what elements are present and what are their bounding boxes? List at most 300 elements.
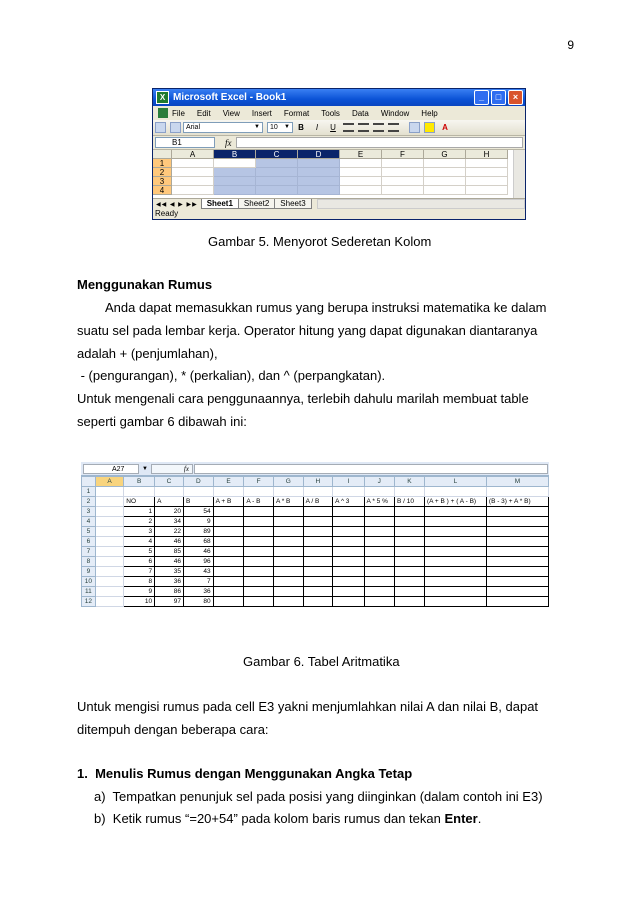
open-icon[interactable] (155, 122, 166, 133)
cell[interactable] (333, 517, 364, 527)
font-name-select[interactable] (183, 122, 263, 133)
table-row (82, 527, 549, 537)
menu-edit[interactable]: Edit (196, 108, 211, 118)
cell[interactable] (213, 577, 244, 587)
column-header[interactable]: B (124, 477, 155, 487)
row-header[interactable]: 4 (153, 186, 172, 195)
fx-icon[interactable]: fx (225, 137, 232, 148)
cell[interactable] (364, 537, 394, 547)
cell[interactable] (273, 507, 303, 517)
table-row (82, 487, 549, 497)
row-header[interactable]: 12 (82, 597, 96, 607)
cell[interactable] (486, 487, 548, 497)
column-header[interactable]: J (364, 477, 394, 487)
row-header[interactable]: 10 (82, 577, 96, 587)
cell[interactable] (214, 186, 256, 195)
cell[interactable] (244, 527, 274, 537)
grid-row (153, 177, 525, 186)
cell[interactable] (340, 186, 382, 195)
cell[interactable] (244, 487, 274, 497)
cell[interactable] (155, 487, 184, 497)
cell[interactable] (424, 507, 486, 517)
cell[interactable] (382, 177, 424, 186)
window-title: Microsoft Excel - Book1 (173, 92, 287, 103)
sheet-tab-bar (153, 198, 525, 209)
cell[interactable] (486, 507, 548, 517)
column-header[interactable]: H (303, 477, 333, 487)
page-number: 9 (567, 38, 574, 52)
cell[interactable] (395, 527, 425, 537)
column-header-g[interactable]: G (424, 150, 466, 159)
cell[interactable] (303, 487, 333, 497)
cell[interactable] (273, 527, 303, 537)
row-header[interactable]: 8 (82, 557, 96, 567)
cell[interactable] (382, 159, 424, 168)
cell[interactable] (340, 168, 382, 177)
cell[interactable] (95, 517, 123, 527)
cell[interactable]: 36 (155, 577, 184, 587)
cell[interactable] (298, 177, 340, 186)
formatting-toolbar (153, 120, 525, 136)
font-size-select[interactable] (267, 122, 293, 133)
cell[interactable]: A / B (303, 497, 333, 507)
cell[interactable] (244, 517, 274, 527)
name-box[interactable]: B1 (155, 137, 215, 148)
merge-center-icon[interactable] (388, 123, 399, 132)
cell[interactable] (340, 177, 382, 186)
cell[interactable] (333, 507, 364, 517)
cell[interactable] (333, 597, 364, 607)
cell[interactable] (273, 557, 303, 567)
cell[interactable] (424, 537, 486, 547)
cell[interactable] (95, 547, 123, 557)
row-header[interactable]: 5 (82, 527, 96, 537)
cell[interactable] (364, 487, 394, 497)
cell[interactable] (424, 547, 486, 557)
horizontal-scrollbar[interactable] (317, 199, 525, 209)
cell[interactable] (213, 547, 244, 557)
menu-window[interactable]: Window (380, 108, 410, 118)
cell[interactable] (213, 567, 244, 577)
cell[interactable] (333, 557, 364, 567)
table-row (82, 517, 549, 527)
cell[interactable] (466, 159, 508, 168)
cell[interactable]: 9 (183, 517, 213, 527)
column-header-a[interactable]: A (172, 150, 214, 159)
cell[interactable] (303, 527, 333, 537)
cell[interactable] (364, 507, 394, 517)
cell[interactable] (244, 567, 274, 577)
cell[interactable] (333, 587, 364, 597)
cell[interactable]: 36 (183, 587, 213, 597)
cell[interactable]: (B - 3) + A * B) (486, 497, 548, 507)
cell[interactable] (395, 567, 425, 577)
cell[interactable] (244, 547, 274, 557)
cell[interactable] (395, 577, 425, 587)
cell[interactable]: 10 (124, 597, 155, 607)
menu-insert[interactable]: Insert (251, 108, 272, 118)
list-item-b (94, 811, 481, 826)
cell[interactable] (95, 487, 123, 497)
list-item-b-text: b) Ketik rumus “=20+54” pada kolom baris rumus dan tekan (94, 811, 445, 826)
cell[interactable] (256, 177, 298, 186)
cell[interactable] (424, 186, 466, 195)
align-center-icon[interactable] (358, 123, 369, 132)
column-header-e[interactable]: E (340, 150, 382, 159)
sheet-tab-2[interactable]: Sheet2 (238, 199, 275, 209)
cell[interactable] (364, 577, 394, 587)
paragraph-line: suatu sel pada lembar kerja. Operator hitung yang dapat digunakan diantaranya (77, 323, 538, 338)
cell[interactable] (486, 547, 548, 557)
cell[interactable] (395, 547, 425, 557)
cell[interactable]: 22 (155, 527, 184, 537)
cell[interactable] (172, 177, 214, 186)
column-header[interactable]: A (95, 477, 123, 487)
bold-button[interactable]: B (298, 123, 304, 132)
menu-data[interactable]: Data (351, 108, 369, 118)
row-header[interactable]: 1 (153, 159, 172, 168)
cell[interactable] (172, 186, 214, 195)
row-header[interactable]: 11 (82, 587, 96, 597)
grid-row (153, 186, 525, 195)
cell[interactable] (95, 527, 123, 537)
cell[interactable] (244, 587, 274, 597)
cell[interactable] (303, 517, 333, 527)
borders-icon[interactable] (409, 122, 420, 133)
save-icon[interactable] (170, 122, 181, 133)
cell[interactable]: 89 (183, 527, 213, 537)
vertical-scrollbar[interactable] (513, 150, 525, 198)
cell[interactable] (303, 577, 333, 587)
font-size-value: 10 (270, 124, 278, 131)
close-button[interactable]: × (508, 90, 523, 105)
chevron-down-icon: ▼ (254, 124, 260, 130)
worksheet-grid (153, 150, 525, 198)
cell[interactable] (486, 527, 548, 537)
cell[interactable] (273, 547, 303, 557)
sheet-tab-1[interactable]: Sheet1 (201, 199, 239, 209)
cell[interactable] (395, 517, 425, 527)
column-header-b[interactable]: B (214, 150, 256, 159)
cell[interactable]: 46 (155, 537, 184, 547)
cell[interactable]: 34 (155, 517, 184, 527)
cell[interactable] (395, 537, 425, 547)
formula-bar (153, 136, 525, 150)
column-header-f[interactable]: F (382, 150, 424, 159)
row-header[interactable]: 2 (153, 168, 172, 177)
cell[interactable]: A * B (273, 497, 303, 507)
excel-window-screenshot (152, 88, 526, 220)
cell[interactable]: 86 (155, 587, 184, 597)
cell[interactable]: A * 5 % (364, 497, 394, 507)
underline-button[interactable]: U (330, 123, 336, 132)
table-row (82, 597, 549, 607)
cell[interactable] (303, 547, 333, 557)
cell[interactable] (273, 537, 303, 547)
cell[interactable]: 85 (155, 547, 184, 557)
cell[interactable] (395, 597, 425, 607)
column-header[interactable]: E (213, 477, 244, 487)
cell[interactable] (303, 537, 333, 547)
cell[interactable] (95, 537, 123, 547)
menu-help[interactable]: Help (421, 108, 438, 118)
cell[interactable] (424, 177, 466, 186)
cell[interactable] (424, 597, 486, 607)
cell[interactable]: 8 (124, 577, 155, 587)
cell[interactable] (424, 527, 486, 537)
cell[interactable] (364, 587, 394, 597)
cell[interactable] (486, 597, 548, 607)
cell[interactable] (273, 487, 303, 497)
cell[interactable] (298, 186, 340, 195)
cell[interactable] (333, 527, 364, 537)
column-header[interactable]: D (183, 477, 213, 487)
cell[interactable] (333, 547, 364, 557)
table-row (82, 557, 549, 567)
cell[interactable] (95, 587, 123, 597)
cell[interactable]: 1 (124, 507, 155, 517)
name-box[interactable]: A27 (83, 464, 139, 474)
cell[interactable]: A (155, 497, 184, 507)
cell[interactable] (364, 597, 394, 607)
row-header[interactable]: 7 (82, 547, 96, 557)
cell[interactable] (214, 177, 256, 186)
row-header[interactable]: 3 (82, 507, 96, 517)
cell[interactable] (298, 159, 340, 168)
column-header-c[interactable]: C (256, 150, 298, 159)
cell[interactable]: NO (124, 497, 155, 507)
cell[interactable] (213, 587, 244, 597)
menu-format[interactable]: Format (283, 108, 310, 118)
cell[interactable] (382, 186, 424, 195)
cell[interactable] (244, 507, 274, 517)
cell[interactable]: 96 (183, 557, 213, 567)
cell[interactable]: 46 (155, 557, 184, 567)
menu-view[interactable]: View (222, 108, 240, 118)
list-item-a: a) Tempatkan penunjuk sel pada posisi yang diinginkan (dalam contoh ini E3) (94, 789, 543, 804)
cell[interactable]: (A + B ) + ( A - B) (424, 497, 486, 507)
column-header[interactable]: C (155, 477, 184, 487)
cell[interactable] (424, 487, 486, 497)
cell[interactable] (273, 587, 303, 597)
cell[interactable] (303, 507, 333, 517)
cell[interactable]: 3 (124, 527, 155, 537)
cell[interactable] (244, 577, 274, 587)
cell[interactable] (256, 186, 298, 195)
fill-color-icon[interactable] (424, 122, 435, 133)
cell[interactable] (424, 577, 486, 587)
cell[interactable] (273, 517, 303, 527)
cell[interactable] (213, 507, 244, 517)
column-header[interactable]: F (244, 477, 274, 487)
cell[interactable] (213, 487, 244, 497)
cell[interactable] (333, 537, 364, 547)
cell[interactable] (214, 168, 256, 177)
cell[interactable] (95, 497, 123, 507)
select-all-corner[interactable] (82, 477, 96, 487)
cell[interactable] (424, 567, 486, 577)
font-color-icon[interactable]: A (442, 123, 448, 132)
table-row (82, 547, 549, 557)
cell[interactable] (486, 567, 548, 577)
minimize-button[interactable]: _ (474, 90, 489, 105)
cell[interactable]: A + B (213, 497, 244, 507)
cell[interactable] (466, 186, 508, 195)
cell[interactable] (256, 168, 298, 177)
paragraph-line: Untuk mengenali cara penggunaannya, terlebih dahulu marilah membuat table (77, 391, 529, 406)
cell[interactable] (424, 587, 486, 597)
excel-logo-icon: X (156, 91, 169, 104)
column-header[interactable]: G (273, 477, 303, 487)
column-header[interactable]: K (395, 477, 425, 487)
cell[interactable]: 43 (183, 567, 213, 577)
cell[interactable] (424, 557, 486, 567)
cell[interactable]: 54 (183, 507, 213, 517)
cell[interactable] (486, 537, 548, 547)
section-heading: Menggunakan Rumus (77, 277, 213, 292)
column-header-row (82, 477, 549, 487)
cell[interactable] (424, 517, 486, 527)
row-header[interactable]: 1 (82, 487, 96, 497)
cell[interactable] (244, 597, 274, 607)
cell[interactable] (333, 567, 364, 577)
active-cell[interactable] (214, 159, 256, 168)
cell[interactable]: 80 (183, 597, 213, 607)
cell[interactable] (486, 577, 548, 587)
cell[interactable]: A ^ 3 (333, 497, 364, 507)
row-header[interactable]: 3 (153, 177, 172, 186)
cell[interactable] (273, 577, 303, 587)
table-row (82, 577, 549, 587)
row-header[interactable]: 2 (82, 497, 96, 507)
cell[interactable]: 35 (155, 567, 184, 577)
column-header-h[interactable]: H (466, 150, 508, 159)
cell[interactable]: 7 (183, 577, 213, 587)
cell[interactable]: 97 (155, 597, 184, 607)
cell[interactable] (364, 567, 394, 577)
cell[interactable] (273, 567, 303, 577)
paragraph-line: Untuk mengisi rumus pada cell E3 yakni menjumlahkan nilai A dan nilai B, dapat (77, 699, 539, 714)
cell[interactable]: 68 (183, 537, 213, 547)
cell[interactable] (95, 507, 123, 517)
select-all-corner[interactable] (153, 150, 172, 159)
fx-icon[interactable]: fx (151, 464, 193, 474)
menu-file[interactable]: File (172, 108, 185, 118)
column-header[interactable]: M (486, 477, 548, 487)
cell[interactable] (364, 557, 394, 567)
cell[interactable] (95, 597, 123, 607)
column-header-d[interactable]: D (298, 150, 340, 159)
cell[interactable] (333, 577, 364, 587)
cell[interactable] (95, 577, 123, 587)
cell[interactable] (172, 159, 214, 168)
column-header[interactable]: L (424, 477, 486, 487)
cell[interactable] (340, 159, 382, 168)
cell[interactable] (466, 177, 508, 186)
cell[interactable] (303, 597, 333, 607)
cell[interactable] (244, 537, 274, 547)
cell[interactable] (364, 527, 394, 537)
title-bar (153, 89, 525, 106)
cell[interactable]: 20 (155, 507, 184, 517)
cell[interactable] (424, 168, 466, 177)
cell[interactable] (395, 487, 425, 497)
cell[interactable]: 2 (124, 517, 155, 527)
cell[interactable]: 7 (124, 567, 155, 577)
paragraph-text: Anda dapat memasukkan rumus yang berupa instruksi matematika ke dalam (105, 300, 547, 315)
menu-tools[interactable]: Tools (321, 108, 340, 118)
cell[interactable] (95, 557, 123, 567)
row-header[interactable]: 9 (82, 567, 96, 577)
cell[interactable] (395, 587, 425, 597)
formula-input[interactable] (194, 464, 548, 474)
cell[interactable] (333, 487, 364, 497)
cell[interactable] (213, 557, 244, 567)
tab-nav-arrows-icon[interactable]: ◀◀ ◀ ▶ ▶▶ (156, 201, 198, 208)
column-header[interactable]: I (333, 477, 364, 487)
sheet-tab-3[interactable]: Sheet3 (274, 199, 311, 209)
table-row (82, 497, 549, 507)
cell[interactable] (466, 168, 508, 177)
cell[interactable] (382, 168, 424, 177)
cell[interactable] (256, 159, 298, 168)
cell[interactable]: A - B (244, 497, 274, 507)
cell[interactable]: 5 (124, 547, 155, 557)
cell[interactable] (213, 517, 244, 527)
excel-doc-icon (158, 108, 168, 118)
cell[interactable] (424, 159, 466, 168)
cell[interactable] (172, 168, 214, 177)
paragraph-line: ditempuh dengan beberapa cara: (77, 722, 269, 737)
cell[interactable] (273, 597, 303, 607)
cell[interactable] (244, 557, 274, 567)
cell[interactable] (95, 567, 123, 577)
cell[interactable] (395, 557, 425, 567)
cell[interactable] (298, 168, 340, 177)
cell[interactable] (213, 537, 244, 547)
italic-button[interactable]: I (315, 123, 319, 132)
cell[interactable] (303, 587, 333, 597)
cell[interactable]: 46 (183, 547, 213, 557)
cell[interactable] (486, 587, 548, 597)
cell[interactable] (213, 597, 244, 607)
cell[interactable]: B / 10 (395, 497, 425, 507)
cell[interactable] (183, 487, 213, 497)
align-right-icon[interactable] (373, 123, 384, 132)
maximize-button[interactable]: □ (491, 90, 506, 105)
cell[interactable] (486, 557, 548, 567)
cell[interactable] (303, 567, 333, 577)
align-left-icon[interactable] (343, 123, 354, 132)
cell[interactable]: 9 (124, 587, 155, 597)
cell[interactable]: 6 (124, 557, 155, 567)
cell[interactable] (124, 487, 155, 497)
cell[interactable] (395, 507, 425, 517)
table-row (82, 537, 549, 547)
grid-row (153, 168, 525, 177)
cell[interactable]: B (183, 497, 213, 507)
cell[interactable] (213, 527, 244, 537)
chevron-down-icon[interactable]: ▼ (142, 465, 148, 472)
cell[interactable] (364, 517, 394, 527)
row-header[interactable]: 4 (82, 517, 96, 527)
cell[interactable] (364, 547, 394, 557)
cell[interactable] (303, 557, 333, 567)
row-header[interactable]: 6 (82, 537, 96, 547)
cell[interactable] (486, 517, 548, 527)
formula-input[interactable] (236, 137, 524, 148)
cell[interactable]: 4 (124, 537, 155, 547)
